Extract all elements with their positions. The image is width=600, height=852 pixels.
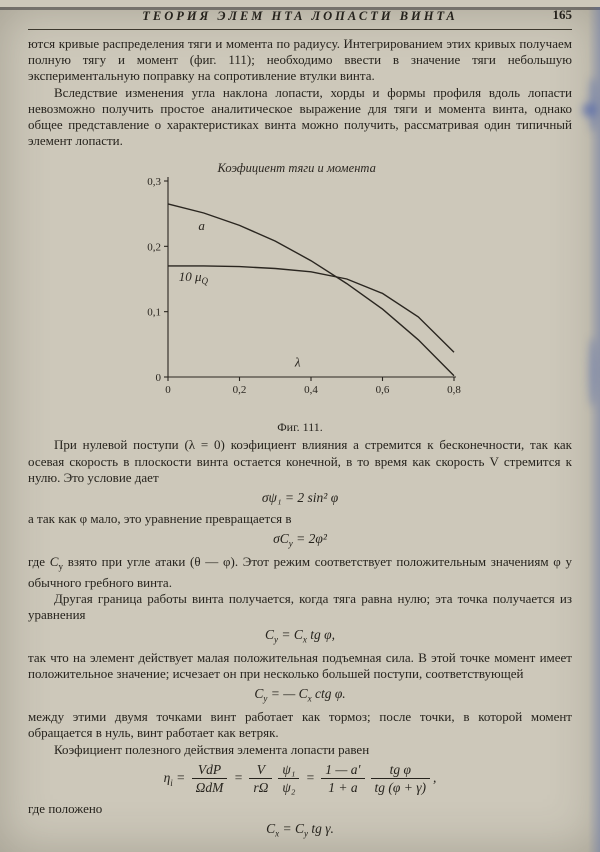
formula-subscript: x	[307, 694, 312, 705]
formula-subscript: y	[303, 828, 308, 839]
svg-text:0,2: 0,2	[232, 384, 247, 397]
svg-text:0,8: 0,8	[447, 384, 461, 397]
scan-artifact-smudge	[588, 337, 597, 407]
fraction	[192, 762, 228, 796]
formula-zero-thrust	[28, 627, 572, 645]
scan-artifact-smudge	[582, 103, 596, 117]
formula-text: ctg φ.	[311, 686, 346, 702]
formula-text: tg φ,	[306, 627, 335, 643]
formula-text: C	[266, 820, 276, 836]
paragraph-text: где	[28, 553, 50, 569]
formula-sigma-cy	[28, 531, 572, 549]
formula-text: = 2φ²	[292, 531, 327, 547]
formula-text: =	[230, 769, 247, 785]
svg-text:0: 0	[155, 372, 161, 385]
figure-caption: Фиг. 111.	[277, 420, 323, 435]
formula-subscript: y	[263, 694, 268, 705]
fraction	[371, 762, 431, 796]
fraction	[321, 762, 364, 796]
page-header	[28, 7, 572, 30]
formula-text: σψ₁ = 2 sin² φ	[261, 490, 339, 506]
formula-text: = — C	[267, 686, 308, 702]
paragraph-10: где положено	[28, 800, 103, 816]
running-head-title: ТЕОРИЯ ЭЛЕМ НТА ЛОПАСТИ ВИНТА	[142, 9, 458, 23]
formula-subscript: y	[288, 538, 293, 549]
fraction-denominator: ΩdM	[195, 780, 224, 796]
paragraph-5	[28, 554, 572, 591]
svg-text:0,6: 0,6	[375, 384, 390, 397]
figure-111	[120, 157, 480, 435]
formula-efficiency	[28, 762, 572, 796]
page-content	[28, 36, 572, 839]
formula-text: η	[163, 769, 171, 785]
fraction-denominator: tg (φ + γ)	[374, 780, 427, 796]
svg-text:0,1: 0,1	[147, 307, 161, 320]
fraction-denominator: ψ₂	[282, 780, 296, 796]
fraction	[278, 762, 299, 796]
formula-text: tg γ.	[307, 820, 334, 836]
paragraph-9: Коэфициент полезного действия элемента лопасти равен	[54, 741, 370, 757]
svg-text:0: 0	[165, 384, 171, 397]
thrust-torque-coefficient-chart	[120, 157, 480, 405]
fraction-numerator: tg φ	[371, 762, 431, 780]
svg-text:Коэфициент тяги и момента: Коэфициент тяги и момента	[217, 161, 376, 176]
formula-cx-cy	[28, 821, 572, 839]
fraction-numerator: VdP	[192, 762, 228, 780]
fraction-numerator: V	[249, 762, 272, 780]
paragraph-3: При нулевой поступи (λ = 0) коэфициент влияния a стремится к бесконечности, так как осевая скорость в плоскости винта остается конечной, в то время как скорость V стремится к нулю. Это условие дает	[28, 437, 572, 485]
formula-sigma-psi	[28, 490, 572, 506]
fraction-denominator: 1 + a	[328, 780, 358, 796]
svg-text:a: a	[198, 218, 205, 234]
formula-text: = C	[278, 627, 303, 643]
formula-text: C	[265, 627, 275, 643]
paragraph-4: а так как φ мало, это уравнение превращается в	[28, 511, 292, 527]
book-page	[0, 7, 600, 852]
formula-subscript: i	[170, 777, 173, 788]
paragraph-1: ются кривые распределения тяги и момента по радиусу. Интегрированием этих кривых получаем полную тягу и момент (фиг. 111); необходимо ввести в значение тяги небольшую экспериментальную поправку на сопротивление втулки винта.	[28, 36, 572, 84]
formula-zero-torque	[28, 686, 572, 704]
svg-text:λ: λ	[294, 354, 301, 370]
formula-subscript: x	[275, 828, 280, 839]
formula-text: ,	[433, 769, 437, 785]
formula-text: =	[302, 769, 319, 785]
svg-text:10 μQ: 10 $\mu_Q$	[178, 269, 209, 287]
fraction-numerator: 1 — a′	[321, 762, 364, 780]
fraction-numerator: ψ₁	[278, 762, 299, 780]
formula-subscript: x	[302, 635, 307, 646]
svg-text:0,3: 0,3	[147, 176, 161, 189]
formula-subscript: y	[274, 635, 279, 646]
inline-symbol: C	[49, 553, 59, 569]
svg-text:0,4: 0,4	[304, 384, 318, 397]
paragraph-2: Вследствие изменения угла наклона лопасти, хорды и формы профиля вдоль лопасти невозможно получить простое аналитическое выражение для тяги и момента винта, однако общее представление о характеристиках винта можно получить, рассматривая один типичный элемент лопасти.	[28, 84, 572, 149]
inline-subscript: y	[58, 561, 63, 572]
formula-text: C	[254, 686, 264, 702]
paragraph-text: взято при угле атаки (θ — φ). Этот режим соответствует положительным значениям φ у обычного гребного винта.	[28, 553, 572, 590]
paragraph-6: Другая граница работы винта получается, когда тяга равна нулю; эта точка получается из уравнения	[28, 590, 572, 623]
fraction-denominator: rΩ	[253, 780, 269, 796]
paragraph-7: так что на элемент действует малая положительная подъемная сила. В этой точке момент имеет положительное значение; исчезает он при несколько большей поступи, соответствующей	[28, 650, 572, 682]
formula-text: σC	[273, 531, 289, 547]
fraction	[249, 762, 272, 796]
formula-text: =	[172, 769, 189, 785]
paragraph-8: между этими двумя точками винт работает как тормоз; после точки, в которой момент обращается в нуль, винт работает как ветряк.	[28, 709, 572, 741]
svg-text:0,2: 0,2	[147, 241, 161, 254]
page-number: 165	[552, 7, 572, 22]
scan-artifact-right-edge	[588, 7, 600, 852]
formula-text: = C	[279, 820, 304, 836]
